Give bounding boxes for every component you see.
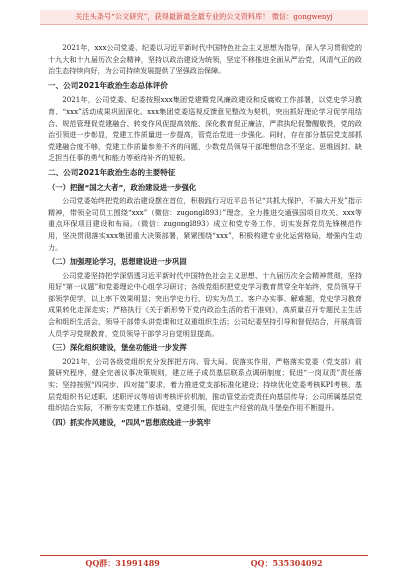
section-heading-1: 一、公司2021年政治生态总体评价 bbox=[48, 80, 168, 90]
subheading-3: （三）深化组织建设，堡垒功能进一步发挥 bbox=[48, 343, 187, 353]
paragraph: 2021年，公司各级党组织充分发挥把方向、管大局、促落实作用，严格落实党委（党支部）前置研究程序，健全完善议事决策规则，建立班子成员基层联系点调研制度；促进“一岗双责”责任落实；坚持按照“四同步、四对接”要求，着力推进党支部标准化建设；持续优化党委考核KPI考核、基层党组织书记述职、述职评议等培训考核评价机制，推动管党治党责任向基层传导；公司所属基层党组织结合实际，不断夯实党建工作基础，党建引领，促进生产经营的战斗堡垒作用不断提升。 bbox=[48, 356, 362, 413]
section-heading-2: 二、公司2021年政治生态的主要特征 bbox=[48, 167, 176, 177]
qq-group-text: QQ群：31991489 bbox=[85, 557, 160, 568]
qq-text: QQ：535304092 bbox=[250, 557, 323, 568]
top-banner: 关注头条号“公文研究”，获得最新最全最专业的公文资料库！ 微信：gongwenyj bbox=[40, 10, 368, 25]
subheading-1: （一）把握“国之大者”，政治建设进一步强化 bbox=[48, 182, 197, 192]
paragraph: 公司党委始终把党的政治建设摆在首位，积极践行习近平总书记“共抓大保护，不搞大开发”指示精神，带领全司员工围绕“xxx”（微信：zugongl893）”理念，全力推进交通强国项目攻关、xxx等重点环保项目建设和布局。（微信：zugongl893）成立和党专务工作，切实发挥党员先锋模范作用，坚决贯彻落实xxx集团重大决策部署，紧紧围绕“xxx”，积极构建专业化运营格局，增强内生动力。 bbox=[48, 196, 362, 252]
intro-paragraph: 2021年，xxx公司党委、纪委以习近平新时代中国特色社会主义思想为指导，深入学习贯彻党的十九大和十九届历次全会精神，坚持以政治建设为统领，坚定不移推进全面从严治党，风清气正的政治生态持续向好，为公司持续发展提供了坚强政治保障。 bbox=[48, 43, 362, 76]
subheading-4: （四）抓实作风建设，“四风”思想底线进一步筑牢 bbox=[48, 417, 211, 427]
footer bbox=[40, 555, 368, 570]
paragraph: 2021年，公司党委、纪委按照xxx集团党建暨党风廉政建设和反腐败工作部署，以党史学习教育、“xxx”活动成果巩固深化、xxx集团党委巡视反馈意见整改为契机，突出抓好理论学习促学用结合、规范管理促党建融合、转变作风促提高效能、深化教育促正廉洁，严肃执纪促警醒敬畏，党的政治引领进一步彰显，党建工作质量进一步提高，管党治党进一步强化。同时，存在部分基层党支部抓党建融合度不够，党建工作质量参差不齐的问题，少数党员领导干部理想信念不坚定、思维固封、缺乏担当任事的勇气和能力等亟待补齐的短板。 bbox=[48, 95, 362, 163]
paragraph: 公司党委坚持把学深悟透习近平新时代中国特色社会主义思想、十九届历次全会精神贯彻，坚持用好“第一议题”和党委理论中心组学习研讨；各级党组织把党史学习教育贯穿全年始终，党员领导干部领学促学，以上率下效果明显；突出学史力行，切实为员工、客户办实事、解难题，党史学习教育成果转化走深走实；严格执行《关于新形势下党内政治生活的若干准则》，高质量召开专题民主生活会和组织生活会，领导干部带头讲党课和过双重组织生活；公司纪委坚持引导和督促结合，开展高管人员学习党规教育，党员领导干部学习自觉明显提高。 bbox=[48, 270, 362, 338]
document-body bbox=[48, 42, 362, 430]
subheading-2: （二）加强理论学习，思想建设进一步巩固 bbox=[48, 257, 187, 267]
